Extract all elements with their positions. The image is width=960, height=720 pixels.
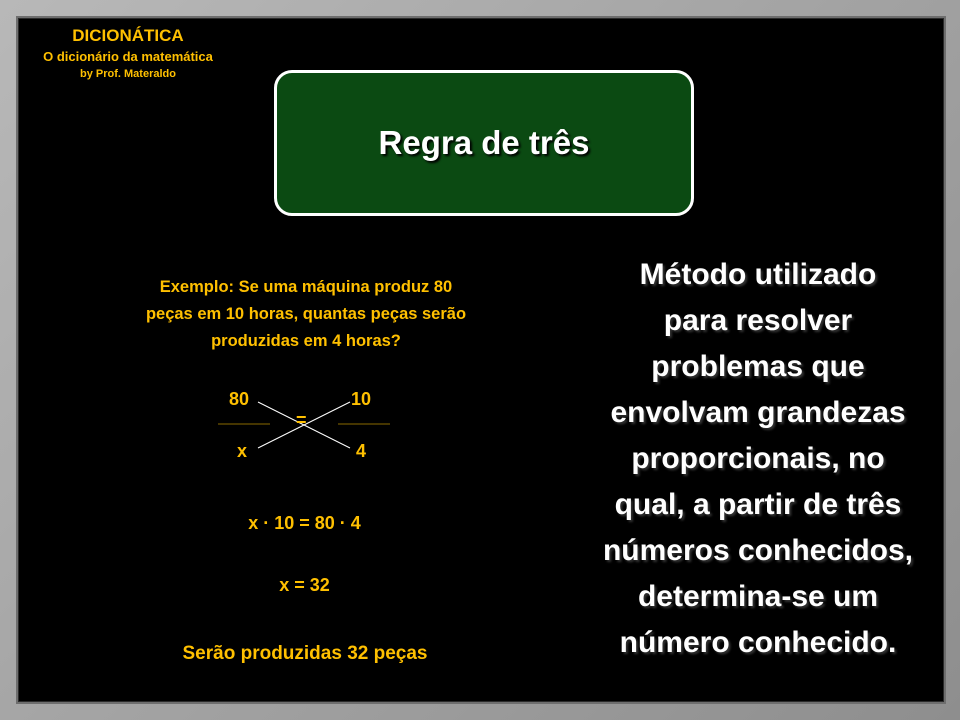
result-step: x = 32 bbox=[279, 575, 330, 595]
definition-line-3: problemas que bbox=[651, 350, 865, 383]
definition-line-1: Método utilizado bbox=[639, 258, 877, 291]
example-text bbox=[96, 274, 516, 355]
definition-line-9: número conhecido. bbox=[619, 626, 897, 659]
slide-title: Regra de três bbox=[378, 124, 590, 161]
definition-line-7: números conhecidos, bbox=[602, 534, 914, 567]
example-line-1: Exemplo: Se uma máquina produz 80 bbox=[159, 278, 453, 296]
right-numerator: 10 bbox=[351, 389, 372, 409]
definition-line-2: para resolver bbox=[663, 304, 853, 337]
equals-sign: = bbox=[296, 410, 307, 430]
brand-subtitle: O dicionário da matemática bbox=[43, 49, 213, 64]
title-box bbox=[274, 70, 694, 216]
left-denominator: x bbox=[237, 441, 248, 461]
cross-multiplication-step: x · 10 = 80 · 4 bbox=[248, 513, 361, 533]
brand-block bbox=[20, 24, 236, 82]
right-denominator: 4 bbox=[356, 441, 367, 461]
example-line-2: peças em 10 horas, quantas peças serão bbox=[145, 305, 467, 323]
brand-title: DICIONÁTICA bbox=[72, 26, 184, 45]
conclusion: Serão produzidas 32 peças bbox=[182, 643, 428, 664]
brand-author: by Prof. Materaldo bbox=[80, 68, 176, 80]
definition-line-4: envolvam grandezas bbox=[610, 396, 906, 429]
definition-line-5: proporcionais, no bbox=[631, 442, 885, 475]
definition-line-6: qual, a partir de três bbox=[614, 488, 902, 521]
definition-line-8: determina-se um bbox=[637, 580, 879, 613]
definition-text bbox=[574, 252, 942, 666]
example-line-3: produzidas em 4 horas? bbox=[211, 332, 401, 350]
left-numerator: 80 bbox=[229, 389, 250, 409]
